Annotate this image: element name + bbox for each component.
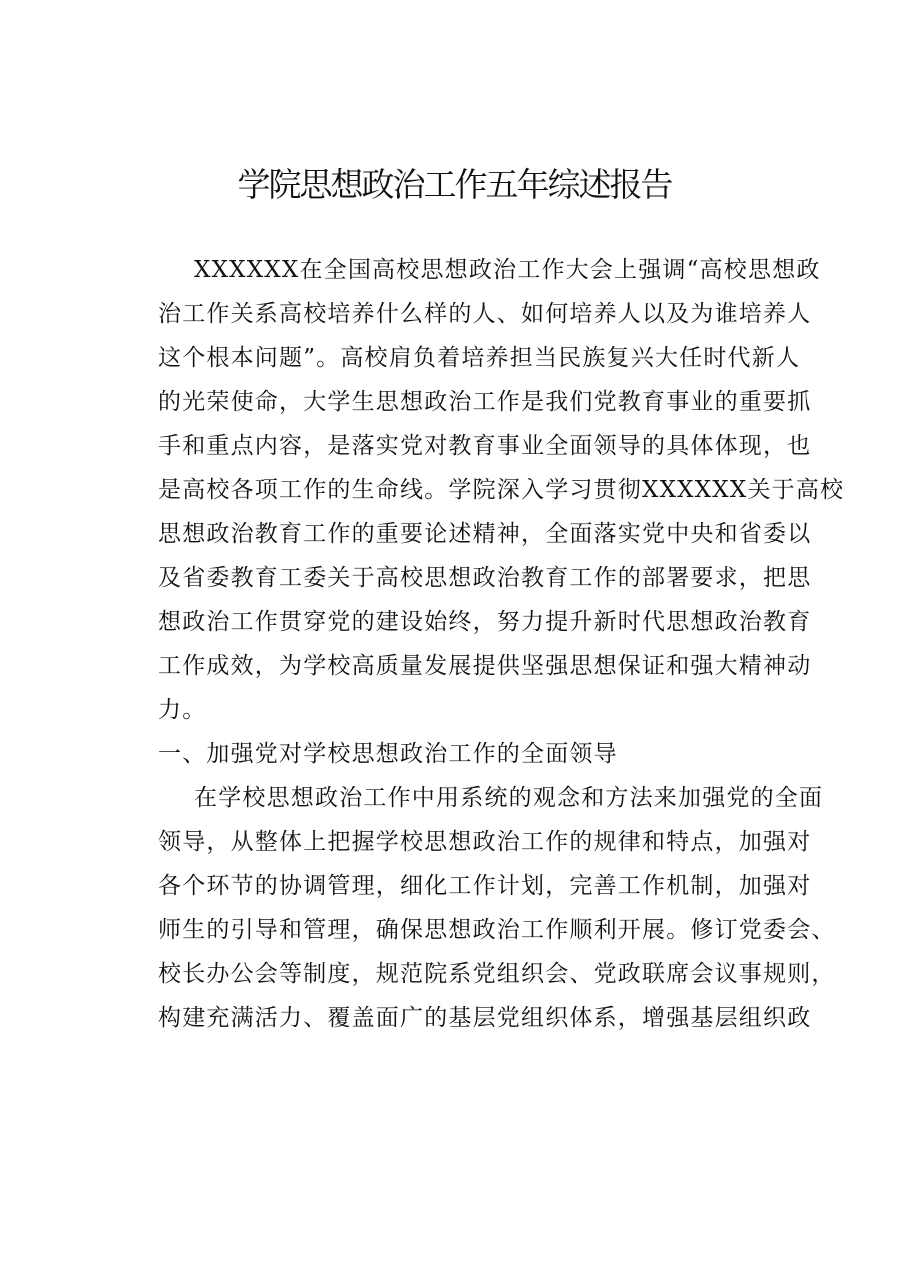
text-line: 力。 [158, 697, 207, 723]
text-line: 领导，从整体上把握学校思想政治工作的规律和特点，加强对 [158, 829, 812, 855]
text-line: 的光荣使命，大学生思想政治工作是我们党教育事业的重要抓 [158, 389, 812, 415]
text-line: 校长办公会等制度，规范院系党组织会、党政联席会议事规则， [158, 961, 836, 987]
text-line: 思想政治教育工作的重要论述精神，全面落实党中央和省委以 [158, 521, 812, 547]
text-line: 在学校思想政治工作中用系统的观念和方法来加强党的全面 [194, 785, 824, 811]
text-line: XXXXXX在全国高校思想政治工作大会上强调“高校思想政 [194, 257, 821, 283]
text-line: 构建充满活力、覆盖面广的基层党组织体系，增强基层组织政 [158, 1005, 812, 1031]
text-line: 治工作关系高校培养什么样的人、如何培养人以及为谁培养人 [158, 301, 812, 327]
text-line: 想政治工作贯穿党的建设始终，努力提升新时代思想政治教育 [158, 609, 812, 635]
text-line: 是高校各项工作的生命线。学院深入学习贯彻XXXXXX关于高校 [158, 477, 845, 503]
text-line: 及省委教育工委关于高校思想政治教育工作的部署要求，把思 [158, 565, 812, 591]
text-line: 工作成效，为学校高质量发展提供坚强思想保证和强大精神动 [158, 653, 812, 679]
section-heading: 一、加强党对学校思想政治工作的全面领导 [158, 741, 618, 767]
paragraph-section-1 [122, 776, 836, 1040]
text-line: 师生的引导和管理，确保思想政治工作顺利开展。修订党委会、 [158, 917, 836, 943]
paragraph-intro [122, 248, 845, 732]
text-line: 手和重点内容，是落实党对教育事业全面领导的具体体现，也 [158, 433, 812, 459]
text-line: 这个根本问题”。高校肩负着培养担当民族复兴大任时代新人 [158, 345, 801, 371]
document-body [122, 248, 845, 1040]
document-title: 学院思想政治工作五年综述报告 [237, 165, 672, 204]
text-line: 各个环节的协调管理，细化工作计划，完善工作机制，加强对 [158, 873, 812, 899]
